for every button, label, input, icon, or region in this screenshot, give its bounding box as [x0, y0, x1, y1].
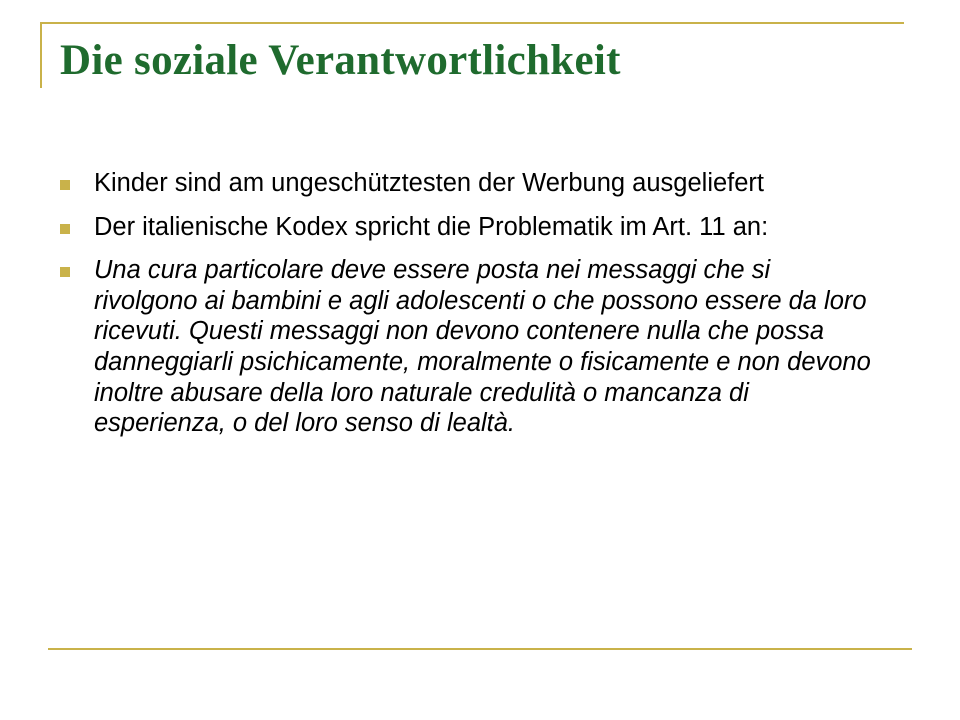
square-bullet-icon — [60, 180, 70, 190]
top-divider — [40, 22, 904, 24]
bottom-divider — [48, 648, 912, 650]
bullet-text: Kinder sind am ungeschütztesten der Werbung ausgeliefert — [94, 169, 765, 197]
bullet-item — [60, 212, 880, 243]
slide-title: Die soziale Verantwortlichkeit — [60, 37, 621, 84]
bullet-text: Der italienische Kodex spricht die Problematik im Art. 11 an: — [94, 212, 769, 241]
bullet-item — [60, 255, 880, 439]
left-divider — [40, 22, 42, 88]
square-bullet-icon — [60, 224, 70, 234]
bullet-text: Una cura particolare deve essere posta nei messaggi che si rivolgono ai bambini e agli adolescenti o che possono essere da loro ricevuti. Questi messaggi non devono contenere nulla che possa danneggiarli psichicamente, moralmente o fisicamente e non devono inoltre abusare della loro naturale credulità o mancanza di esperienza, o del loro senso di lealtà. — [94, 256, 871, 438]
square-bullet-icon — [60, 267, 70, 277]
bullet-list — [60, 168, 880, 452]
bullet-item — [60, 168, 880, 199]
